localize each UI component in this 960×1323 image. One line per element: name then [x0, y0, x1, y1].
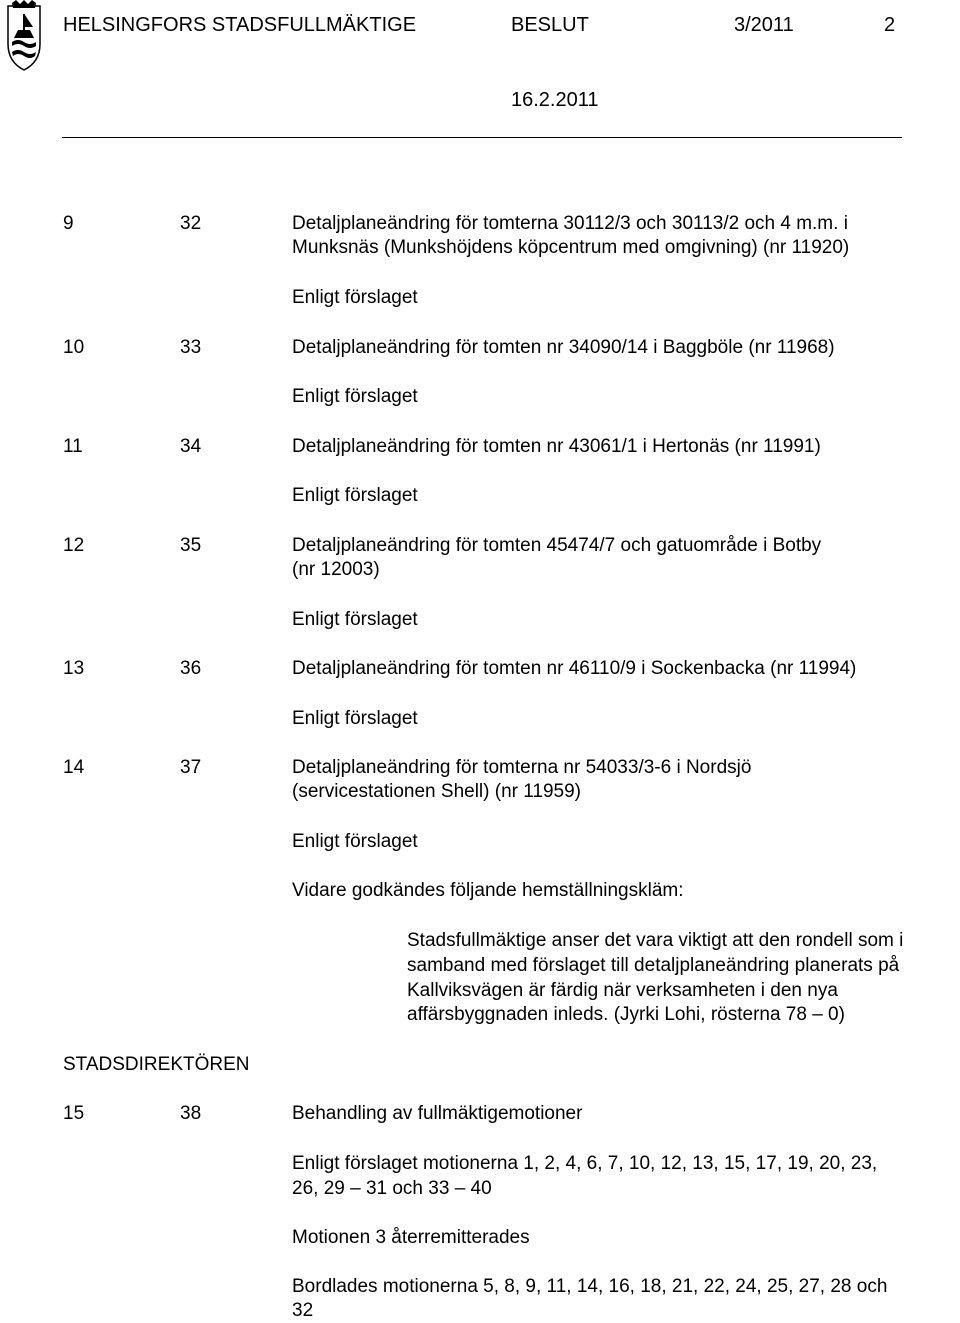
clause-line: samband med förslaget till detaljplaneändring planerats på: [407, 955, 900, 976]
item-title: Behandling av fullmäktigemotioner: [292, 1103, 583, 1124]
item-title: Detaljplaneändring för tomten nr 46110/9 i Sockenbacka (nr 11994): [292, 658, 857, 679]
item-decision: Enligt förslaget: [292, 831, 418, 852]
clause-line: affärsbyggnaden inleds. (Jyrki Lohi, rösterna 78 – 0): [407, 1004, 845, 1025]
header-rule: [62, 137, 902, 138]
item-section-number: 35: [180, 535, 202, 556]
item-number: 12: [63, 535, 85, 556]
item-number: 14: [63, 757, 85, 778]
item-section-number: 36: [180, 658, 202, 679]
header-org: HELSINGFORS STADSFULLMÄKTIGE: [63, 14, 417, 36]
item-tabled: 32: [292, 1300, 314, 1321]
header-date: 16.2.2011: [511, 89, 599, 111]
header-doc-type: BESLUT: [511, 14, 589, 36]
item-title: Detaljplaneändring för tomten nr 43061/1 i Hertonäs (nr 11991): [292, 436, 821, 457]
item-section-number: 37: [180, 757, 202, 778]
item-section-number: 38: [180, 1103, 202, 1124]
item-title: Detaljplaneändring för tomterna nr 54033/3-6 i Nordsjö: [292, 757, 752, 778]
item-title: Detaljplaneändring för tomten nr 34090/14 i Baggböle (nr 11968): [292, 337, 835, 358]
item-number: 11: [63, 436, 83, 457]
header-doc-number: 3/2011: [734, 14, 794, 36]
item-decision: 26, 29 – 31 och 33 – 40: [292, 1178, 492, 1199]
header-page-number: 2: [884, 14, 896, 36]
item-number: 15: [63, 1103, 85, 1124]
item-decision: Enligt förslaget: [292, 287, 418, 308]
item-title: Detaljplaneändring för tomterna 30112/3 och 30113/2 och 4 m.m. i: [292, 213, 848, 234]
item-title: (servicestationen Shell) (nr 11959): [292, 781, 582, 802]
item-decision: Enligt förslaget: [292, 485, 418, 506]
item-decision: Enligt förslaget: [292, 386, 418, 407]
helsinki-crest-icon: [2, 0, 46, 72]
item-title: (nr 12003): [292, 559, 380, 580]
item-decision: Enligt förslaget: [292, 708, 418, 729]
clause-line: Kallviksvägen är färdig när verksamheten i den nya: [407, 980, 838, 1001]
item-title: Detaljplaneändring för tomten 45474/7 och gatuområde i Botby: [292, 535, 822, 556]
item-section-number: 32: [180, 213, 202, 234]
item-number: 9: [63, 213, 74, 234]
item-tabled: Bordlades motionerna 5, 8, 9, 11, 14, 16, 18, 21, 22, 24, 25, 27, 28 och: [292, 1276, 888, 1297]
item-decision: Enligt förslaget motionerna 1, 2, 4, 6, 7, 10, 12, 13, 15, 17, 19, 20, 23,: [292, 1153, 878, 1174]
item-section-number: 34: [180, 436, 202, 457]
clause-intro: Vidare godkändes följande hemställningskläm:: [292, 880, 684, 901]
item-remit: Motionen 3 återremitterades: [292, 1227, 530, 1248]
item-section-number: 33: [180, 337, 202, 358]
item-number: 13: [63, 658, 85, 679]
item-number: 10: [63, 337, 85, 358]
item-title: Munksnäs (Munkshöjdens köpcentrum med omgivning) (nr 11920): [292, 237, 850, 258]
clause-line: Stadsfullmäktige anser det vara viktigt att den rondell som i: [407, 930, 904, 951]
section-heading: STADSDIREKTÖREN: [63, 1054, 250, 1075]
item-decision: Enligt förslaget: [292, 609, 418, 630]
